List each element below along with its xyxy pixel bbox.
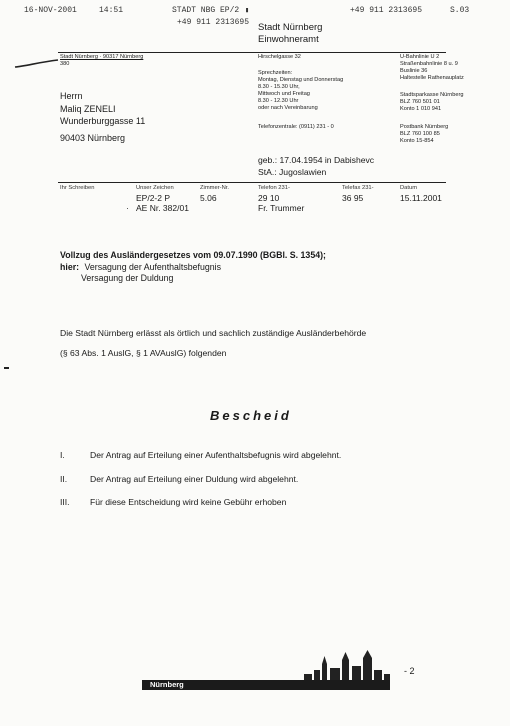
header-rule [58,52,446,53]
transit-line: U-Bahnlinie U 2 [400,54,440,60]
return-address [60,54,143,68]
person-birth: geb.: 17.04.1954 in Dabishevc [258,155,375,165]
bank-line: Konto 15-854 [400,138,434,144]
decision-num-2: II. [60,474,68,484]
letterhead-city: Stadt Nürnberg [258,22,323,33]
decision-text-1: Der Antrag auf Erteilung einer Aufenthaltsbefugnis wird abgelehnt. [90,450,342,460]
pen-mark-icon [14,58,60,70]
fax-mark-icon: ▮ [245,7,250,15]
decision-num-1: I. [60,450,65,460]
return-address-line1: Stadt Nürnberg · 90317 Nürnberg [60,54,144,60]
ref-unser-label: Unser Zeichen [136,185,174,191]
fax-page: S.03 [450,6,470,15]
recipient-salutation: Herrn [60,91,83,101]
letterhead [258,22,322,46]
footer-bar [142,680,390,690]
recipient-street: Wunderburggasse 11 [60,116,146,126]
ref-telefon-label: Telefon 231- [258,185,290,191]
office-hours-line: Mittwoch und Freitag [258,91,310,97]
intro-line2: (§ 63 Abs. 1 AuslG, § 1 AVAuslG) folgenden [60,348,227,358]
bank-line: BLZ 760 100 85 [400,131,440,137]
fax-number-left: +49 911 2313695 [177,18,250,27]
return-address-line2: 380 [60,61,70,67]
office-address: Hirschelgasse 32 [258,54,301,60]
ref-bullet-icon: · [126,203,129,213]
bescheid-heading: Bescheid [210,408,292,423]
office-phone: Telefonzentrale: (0911) 231 - 0 [258,124,334,130]
bank-info-2 [400,124,448,145]
footer-label: Nürnberg [150,680,184,689]
bank-line: Konto 1 010 941 [400,106,442,112]
intro-line1: Die Stadt Nürnberg erlässt als örtlich und sachlich zuständige Ausländerbehörde [60,328,367,338]
ref-zimmer-value: 5.06 [200,193,217,203]
transit-line: Haltestelle Rathenauplatz [400,75,464,81]
fax-sender: STADT NBG EP/2 [172,6,240,15]
ref-unser-value-1: EP/2-2 P [136,193,171,203]
transit-line: Straßenbahnlinie 8 u. 9 [400,61,458,67]
ref-datum-label: Datum [400,185,418,191]
recipient-city: 90403 Nürnberg [60,133,126,143]
ref-datum-value: 15.11.2001 [400,193,442,203]
bank-line: BLZ 760 501 01 [400,99,440,105]
decision-text-3: Für diese Entscheidung wird keine Gebühr erhoben [90,497,287,507]
ref-telefon-value-2: Fr. Trummer [258,203,305,213]
recipient-name: Maliq ZENELI [60,103,116,114]
reference-rule [58,182,446,183]
office-hours-title: Sprechzeiten: [258,70,293,76]
ref-zimmer-label: Zimmer-Nr. [200,185,229,191]
fax-number-right: +49 911 2313695 [350,6,423,15]
subject-line3: Versagung der Duldung [81,273,174,283]
subject-line1: Vollzug des Ausländergesetzes vom 09.07.1990 (BGBl. S. 1354); [60,250,326,260]
ref-telefax-label: Telefax 231- [342,185,374,191]
decision-num-3: III. [60,497,70,507]
subject-prefix: hier: [60,261,80,272]
office-hours-line: 8.30 - 15.30 Uhr, [258,84,300,90]
ref-telefon-value-1: 29 10 [258,193,280,203]
ref-ihr-label: Ihr Schreiben [60,185,95,191]
office-hours-line: 8.30 - 12.30 Uhr [258,98,299,104]
page-number: - 2 [404,666,415,676]
person-info [258,154,374,178]
bank-info-1 [400,92,463,113]
person-nationality: StA.: Jugoslawien [258,167,327,177]
bank-line: Stadtsparkasse Nürnberg [400,92,464,98]
transit-info [400,54,464,82]
letterhead-office: Einwohneramt [258,34,319,45]
ref-unser-value-2: AE Nr. 382/01 [136,203,189,213]
subject-line2: Versagung der Aufenthaltsbefugnis [84,261,221,272]
office-hours [258,70,343,112]
transit-line: Buslinie 36 [400,68,428,74]
subject-block [60,250,326,285]
office-hours-line: oder nach Vereinbarung [258,105,318,111]
office-hours-line: Montag, Dienstag und Donnerstag [258,77,344,83]
recipient-block [60,90,145,128]
fold-mark [4,367,9,369]
ref-telefax-value: 36 95 [342,193,364,203]
fax-time: 14:51 [99,6,124,15]
bank-line: Postbank Nürnberg [400,124,449,130]
fax-date: 16-NOV-2001 [24,6,77,15]
decision-text-2: Der Antrag auf Erteilung einer Duldung wird abgelehnt. [90,474,299,484]
